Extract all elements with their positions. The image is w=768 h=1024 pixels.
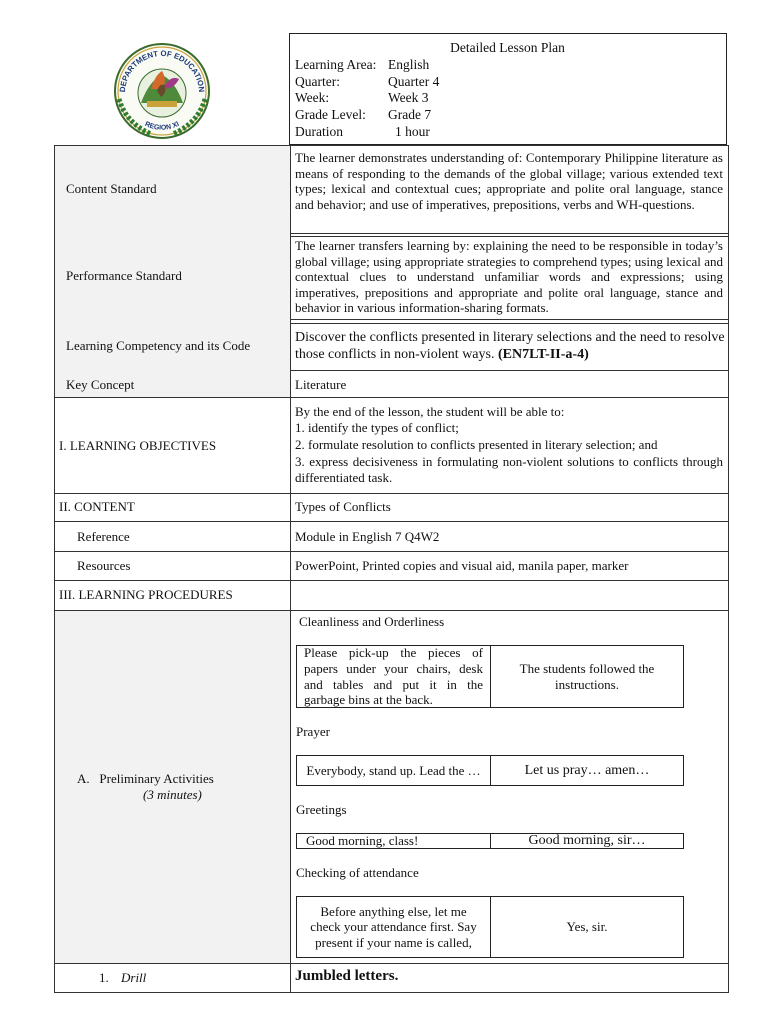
header-label: Learning Area: — [295, 56, 377, 72]
teacher-line: Before anything else, let me check your attendance first. Say present if your name is called, — [310, 903, 477, 950]
preliminary-activities-label: A. Preliminary Activities — [77, 771, 214, 786]
key-concept-label: Key Concept — [66, 377, 135, 392]
section-heading-cleanliness: Cleanliness and Orderliness — [299, 614, 445, 629]
row-divider — [54, 397, 729, 398]
header-value: English — [388, 56, 430, 72]
section-heading-greetings: Greetings — [296, 802, 347, 817]
content-standard-label: Content Standard — [66, 181, 157, 196]
prayer-dialog — [296, 755, 684, 786]
content-value: Types of Conflicts — [295, 499, 391, 514]
content-standard-text: The learner demonstrates understanding of: Contemporary Philippine literature as means of responding to the demands of the global village; various extended text types; lexical and contextual cues; appropriate and polite oral language, stance and behavior; and use of imperatives, prepositions, verbs and WH-questions. — [295, 150, 723, 212]
student-line: The students followed the instructions. — [519, 660, 655, 692]
learning-procedures-label: III. LEARNING PROCEDURES — [59, 587, 233, 602]
seal-bottom-text: REGION XI — [143, 120, 181, 132]
teacher-line: Good morning, class! — [306, 833, 419, 849]
teacher-cell — [297, 756, 491, 785]
drill-label: Drill — [121, 970, 147, 985]
row-divider — [54, 963, 729, 964]
teacher-cell — [297, 897, 491, 957]
row-divider — [54, 580, 729, 581]
objectives-intro: By the end of the lesson, the student will be able to: — [295, 404, 565, 419]
student-line: Let us pray… amen… — [524, 762, 650, 778]
header-value: Grade 7 — [388, 107, 432, 123]
attendance-dialog — [296, 896, 684, 958]
performance-standard-text: The learner transfers learning by: explaining the need to be responsible in today’s global village; using appropriate strategies to comprehend types; using lexical and contextual clues to understand unfamiliar words and expressions; using imperatives, prepositions and appropriate and polite oral language, stance and behavior in various information-sharing formats. — [295, 238, 723, 316]
reference-label: Reference — [77, 529, 130, 544]
section-heading-prayer: Prayer — [296, 724, 330, 739]
row-divider — [54, 551, 729, 552]
competency-description: Discover the conflicts presented in literary selections and the need to resolve those conflicts in non-violent ways. — [295, 330, 725, 362]
standard-box-line — [290, 323, 729, 324]
header-label: Week: — [295, 90, 330, 106]
header-title: Detailed Lesson Plan — [450, 40, 565, 55]
header-value: Quarter 4 — [388, 73, 440, 89]
teacher-line: Everybody, stand up. Lead the … — [306, 762, 481, 778]
standard-box-line — [290, 319, 729, 320]
teacher-cell — [297, 646, 491, 707]
key-concept-text: Literature — [295, 377, 347, 392]
seal-top-text: DEPARTMENT OF EDUCATION — [117, 48, 207, 93]
objective-item: 2. formulate resolution to conflicts presented in literary selection; and — [295, 437, 658, 452]
student-cell — [491, 834, 683, 848]
greetings-dialog — [296, 833, 684, 849]
column-divider — [290, 145, 291, 993]
student-line: Good morning, sir… — [528, 833, 646, 849]
resources-label: Resources — [77, 558, 131, 573]
content-label: II. CONTENT — [59, 499, 135, 514]
row-divider — [54, 521, 729, 522]
header-value: Week 3 — [388, 90, 429, 106]
standard-box-line — [290, 236, 729, 237]
teacher-cell — [297, 834, 491, 848]
performance-standard-label: Performance Standard — [66, 268, 182, 283]
reference-value: Module in English 7 Q4W2 — [295, 529, 440, 544]
header-label: Grade Level: — [295, 107, 366, 123]
row-divider — [54, 493, 729, 494]
header-label: Quarter: — [295, 73, 340, 89]
header-label: Duration — [295, 123, 343, 139]
student-line: Yes, sir. — [566, 919, 608, 935]
standard-box-line — [290, 233, 729, 234]
preliminary-time: (3 minutes) — [143, 787, 202, 802]
competency-code: (EN7LT-II-a-4) — [497, 347, 589, 362]
header-value: 1 hour — [395, 123, 430, 139]
learning-competency-label: Learning Competency and its Code — [66, 338, 251, 353]
row-divider — [54, 610, 729, 611]
standard-box-line — [290, 370, 729, 371]
cleanliness-dialog — [296, 645, 684, 708]
objective-item: 1. identify the types of conflict; — [295, 420, 459, 435]
learning-competency-text — [295, 329, 725, 363]
drill-number: 1. — [99, 970, 109, 985]
teacher-line: Please pick-up the pieces of papers under your chairs, desk and tables and put it in the garbage bins at the back. — [304, 645, 483, 708]
drill-text: Jumbled letters. — [295, 968, 399, 984]
student-cell — [491, 756, 683, 785]
objective-item: 3. express decisiveness in formulating non-violent solutions to conflicts through differentiated task. — [295, 454, 723, 485]
resources-value: PowerPoint, Printed copies and visual aid, manila paper, marker — [295, 558, 629, 573]
student-cell — [491, 646, 683, 707]
learning-objectives-label: I. LEARNING OBJECTIVES — [59, 438, 217, 453]
section-heading-attendance: Checking of attendance — [296, 865, 419, 880]
student-cell — [491, 897, 683, 957]
